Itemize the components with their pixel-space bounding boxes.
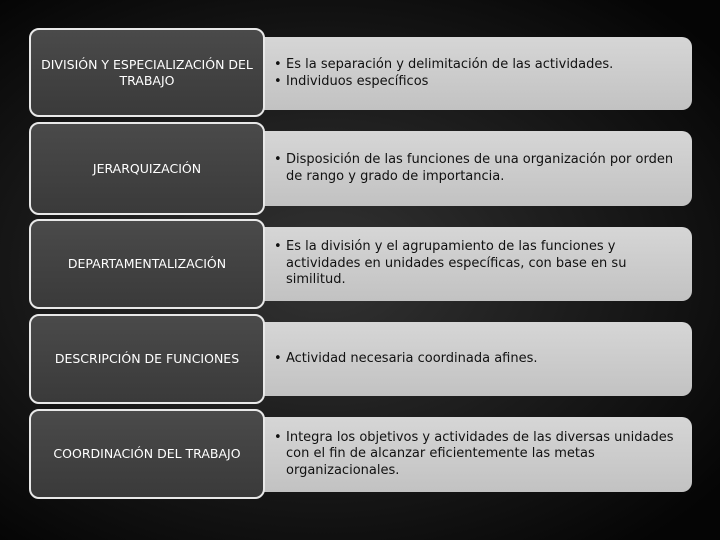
bullet-item: • Integra los objetivos y actividades de las diversas unidades con el fin de alcanzar eficientemente las metas organizacionales. <box>274 430 678 480</box>
row-description-box <box>262 417 692 492</box>
bullet-list <box>274 351 538 368</box>
bullet-list <box>274 430 678 480</box>
row-label-box <box>29 122 265 215</box>
row-label: JERARQUIZACIÓN <box>92 160 202 176</box>
row-label-box <box>29 219 265 309</box>
bullet-list <box>274 152 678 185</box>
bullet-item: • Es la división y el agrupamiento de las funciones y actividades en unidades específicas, con base en su similitud. <box>274 239 678 289</box>
row-label-box <box>29 314 265 404</box>
bullet-item: • Individuos específicos <box>274 74 613 91</box>
row-description-box <box>262 37 692 110</box>
row-label-box <box>29 28 265 117</box>
bullet-list <box>274 57 613 90</box>
row-description-box <box>262 131 692 206</box>
row-description-box <box>262 227 692 301</box>
bullet-item: • Disposición de las funciones de una organización por orden de rango y grado de importancia. <box>274 152 678 185</box>
row-description-box <box>262 322 692 396</box>
bullet-item: • Es la separación y delimitación de las actividades. <box>274 57 613 74</box>
bullet-list <box>274 239 678 289</box>
row-label: DESCRIPCIÓN DE FUNCIONES <box>54 351 240 366</box>
bullet-item: • Actividad necesaria coordinada afines. <box>274 351 538 368</box>
row-label-box <box>29 409 265 499</box>
row-label: DEPARTAMENTALIZACIÓN <box>67 256 227 271</box>
row-label: DIVISIÓN Y ESPECIALIZACIÓN DEL TRABAJO <box>41 56 253 88</box>
row-label: COORDINACIÓN DEL TRABAJO <box>53 446 241 461</box>
